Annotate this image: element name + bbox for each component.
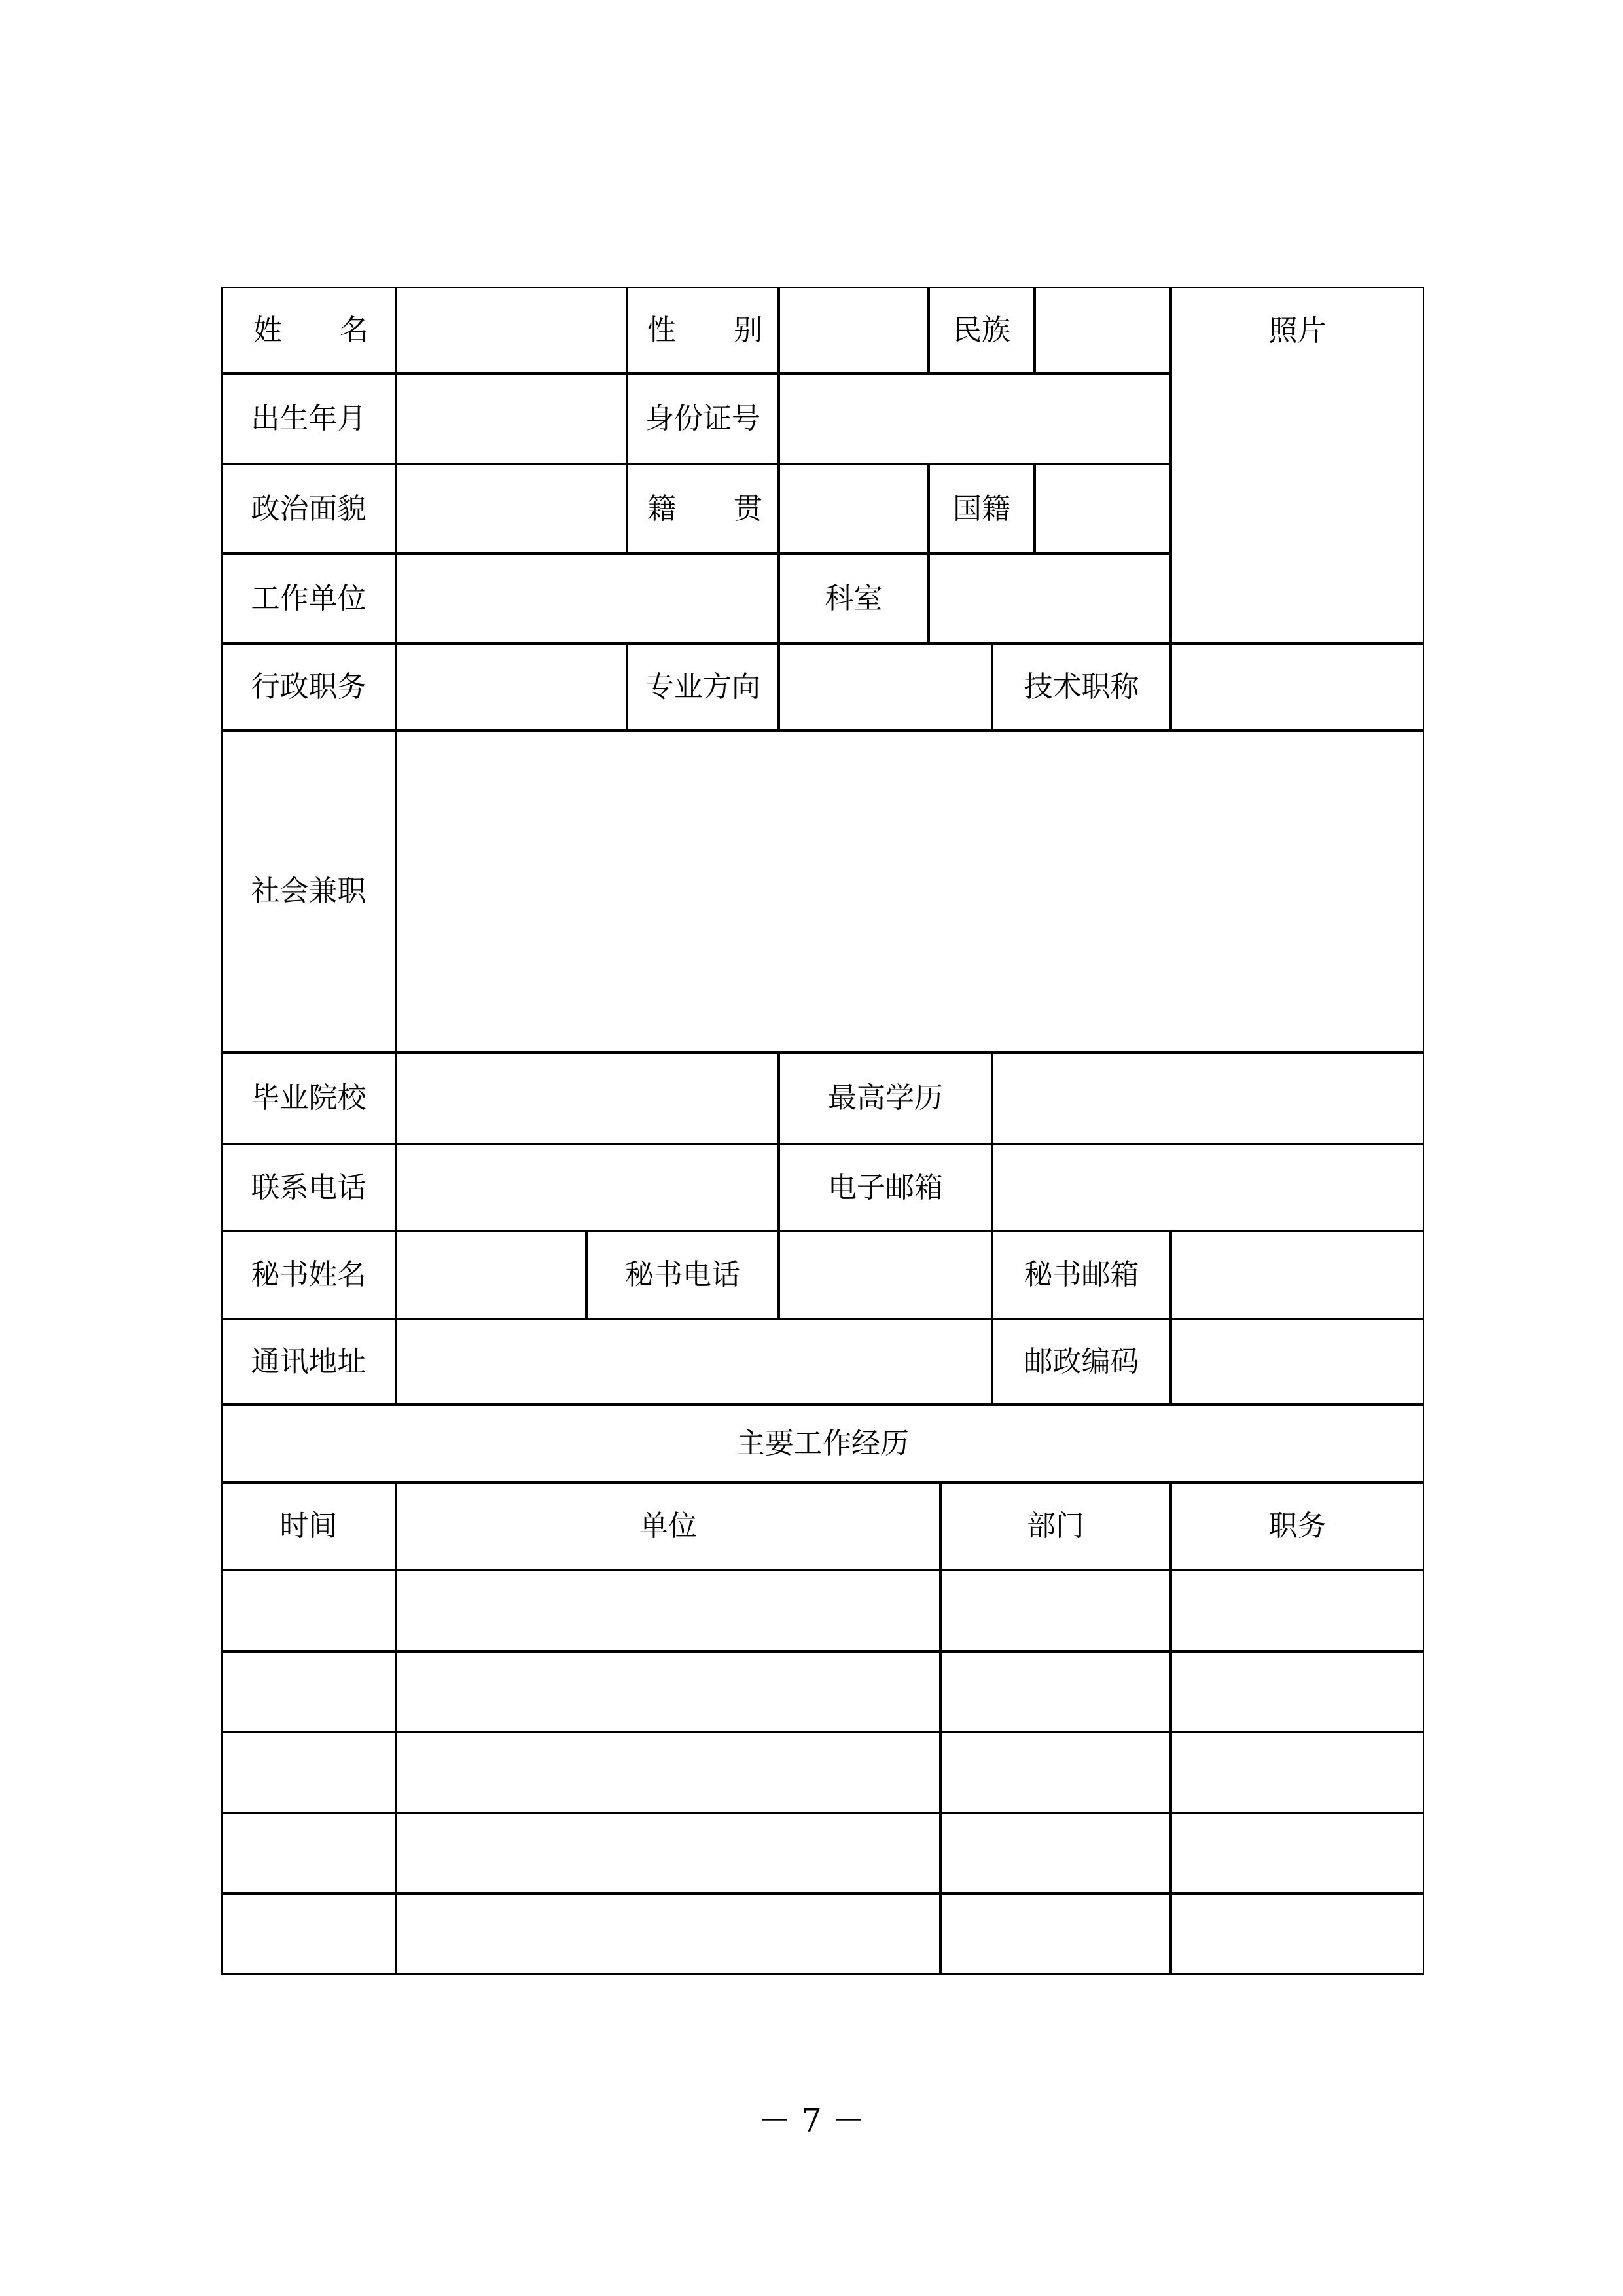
history-cell[interactable] — [221, 1732, 396, 1813]
history-cell[interactable] — [396, 1893, 940, 1975]
email-input[interactable] — [992, 1144, 1424, 1231]
phone-label: 联系电话 — [221, 1144, 396, 1231]
native-label-cell — [627, 464, 779, 554]
secretary-email-input[interactable] — [1171, 1231, 1424, 1319]
birth-label: 出生年月 — [221, 374, 396, 464]
employer-input[interactable] — [396, 554, 779, 643]
school-label: 毕业院校 — [221, 1052, 396, 1144]
degree-input[interactable] — [992, 1052, 1424, 1144]
history-cell[interactable] — [1171, 1570, 1424, 1651]
page-number: － 7 － — [758, 2102, 865, 2140]
photo-label: 照片 — [1268, 314, 1327, 348]
ethnicity-input[interactable] — [1035, 287, 1171, 374]
name-label: 姓 名 — [253, 313, 368, 347]
admin-post-input[interactable] — [396, 643, 627, 730]
address-label: 通讯地址 — [221, 1319, 396, 1405]
address-input[interactable] — [396, 1319, 992, 1405]
history-cell[interactable] — [221, 1893, 396, 1975]
secretary-phone-input[interactable] — [779, 1231, 992, 1319]
history-cell[interactable] — [221, 1813, 396, 1893]
history-cell[interactable] — [1171, 1732, 1424, 1813]
tech-title-input[interactable] — [1171, 643, 1424, 730]
history-cell[interactable] — [221, 1570, 396, 1651]
photo-box[interactable] — [1171, 287, 1424, 643]
history-cell[interactable] — [940, 1570, 1171, 1651]
email-label: 电子邮箱 — [779, 1144, 992, 1231]
birth-input[interactable] — [396, 374, 627, 464]
history-header-department: 部门 — [940, 1482, 1171, 1570]
id-input[interactable] — [779, 374, 1171, 464]
school-input[interactable] — [396, 1052, 779, 1144]
degree-label: 最高学历 — [779, 1052, 992, 1144]
specialty-input[interactable] — [779, 643, 992, 730]
gender-label-cell — [627, 287, 779, 374]
native-label: 籍 贯 — [647, 492, 762, 526]
nationality-input[interactable] — [1035, 464, 1171, 554]
history-header-position: 职务 — [1171, 1482, 1424, 1570]
secretary-name-input[interactable] — [396, 1231, 586, 1319]
history-cell[interactable] — [396, 1813, 940, 1893]
history-cell[interactable] — [940, 1732, 1171, 1813]
native-input[interactable] — [779, 464, 929, 554]
specialty-label: 专业方向 — [627, 643, 779, 730]
ethnicity-label: 民族 — [929, 287, 1035, 374]
social-roles-input[interactable] — [396, 730, 1424, 1052]
history-cell[interactable] — [1171, 1651, 1424, 1732]
history-cell[interactable] — [396, 1732, 940, 1813]
history-cell[interactable] — [396, 1651, 940, 1732]
gender-label: 性 别 — [647, 313, 762, 347]
history-cell[interactable] — [396, 1570, 940, 1651]
secretary-email-label: 秘书邮箱 — [992, 1231, 1171, 1319]
gender-input[interactable] — [779, 287, 929, 374]
postcode-input[interactable] — [1171, 1319, 1424, 1405]
history-cell[interactable] — [940, 1813, 1171, 1893]
history-cell[interactable] — [1171, 1813, 1424, 1893]
nationality-label: 国籍 — [929, 464, 1035, 554]
history-header-employer: 单位 — [396, 1482, 940, 1570]
employer-label: 工作单位 — [221, 554, 396, 643]
name-input[interactable] — [396, 287, 627, 374]
section-label: 科室 — [779, 554, 929, 643]
name-label-cell — [221, 287, 396, 374]
history-header-time: 时间 — [221, 1482, 396, 1570]
postcode-label: 邮政编码 — [992, 1319, 1171, 1405]
admin-post-label: 行政职务 — [221, 643, 396, 730]
work-history-title: 主要工作经历 — [221, 1405, 1424, 1482]
secretary-name-label: 秘书姓名 — [221, 1231, 396, 1319]
history-cell[interactable] — [1171, 1893, 1424, 1975]
tech-title-label: 技术职称 — [992, 643, 1171, 730]
phone-input[interactable] — [396, 1144, 779, 1231]
history-cell[interactable] — [940, 1893, 1171, 1975]
history-cell[interactable] — [221, 1651, 396, 1732]
history-cell[interactable] — [940, 1651, 1171, 1732]
id-label: 身份证号 — [627, 374, 779, 464]
section-input[interactable] — [929, 554, 1171, 643]
political-label: 政治面貌 — [221, 464, 396, 554]
political-input[interactable] — [396, 464, 627, 554]
secretary-phone-label: 秘书电话 — [586, 1231, 779, 1319]
social-roles-label: 社会兼职 — [221, 730, 396, 1052]
